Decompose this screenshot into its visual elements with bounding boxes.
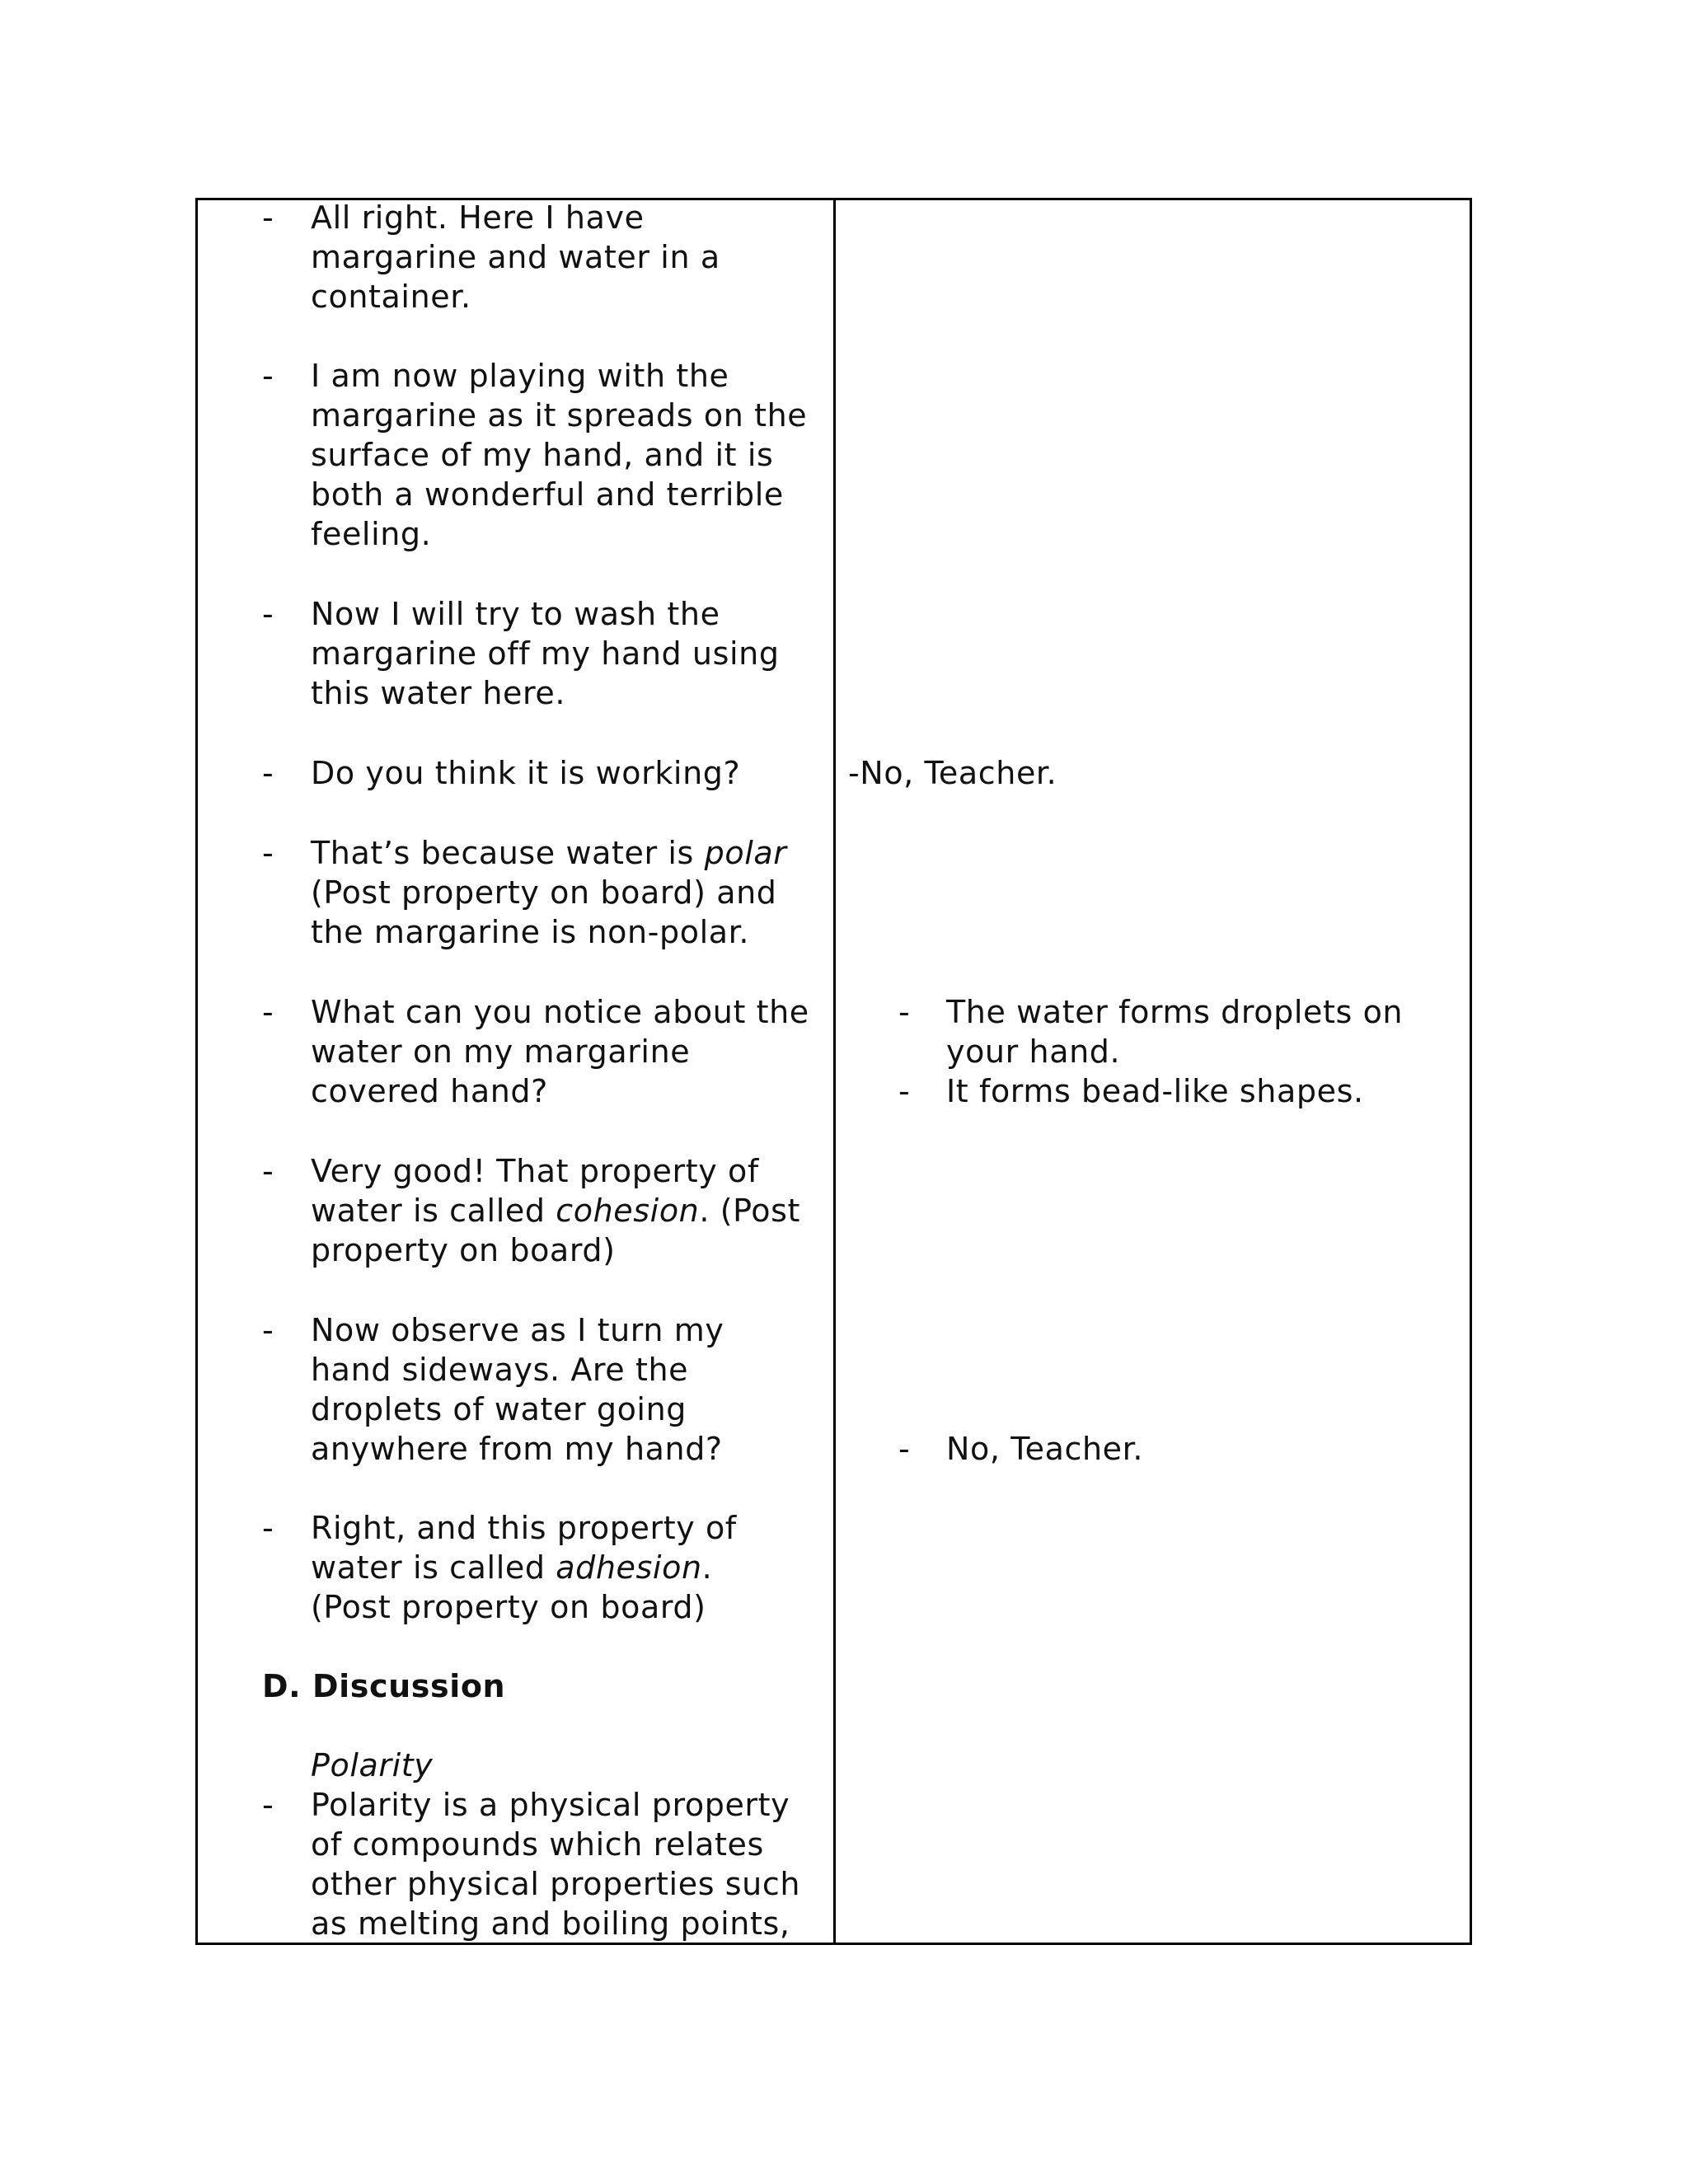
teacher-line: Now observe as I turn my [311,1312,724,1348]
bullet-dash: - [262,1510,274,1546]
bullet-dash: - [262,1312,274,1348]
teacher-line: of compounds which relates [311,1826,764,1863]
teacher-line: droplets of water going [311,1391,687,1427]
teacher-line: Very good! That property of [311,1153,759,1189]
bullet-dash: - [898,994,910,1030]
teacher-line: property on board) [311,1232,616,1268]
teacher-line: margarine off my hand using [311,635,780,672]
teacher-line: this water here. [311,675,566,711]
teacher-line: Polarity is a physical property [311,1787,790,1823]
column-divider [833,200,836,1943]
line-text: . [701,1549,713,1586]
line-text: water is called [311,1193,556,1229]
teacher-line: water on my margarine [311,1033,691,1070]
section-heading: D. Discussion [262,1668,506,1704]
student-answer: No, Teacher. [946,1431,1144,1467]
teacher-line: the margarine is non-polar. [311,914,750,950]
teacher-line: feeling. [311,516,432,552]
bullet-dash: - [262,199,274,236]
teacher-line [311,1191,800,1231]
teacher-line: What can you notice about the [311,994,809,1030]
line-text: That’s because water is [311,835,705,871]
teacher-line: (Post property on board) and [311,874,777,911]
teacher-line: Right, and this property of [311,1510,737,1546]
bullet-dash: - [262,596,274,632]
teacher-line: Do you think it is working? [311,755,741,791]
student-answer: The water forms droplets on [946,994,1404,1030]
bullet-dash: - [262,1787,274,1823]
teacher-line [311,833,786,874]
bullet-dash: - [262,835,274,871]
teacher-line: anywhere from my hand? [311,1431,723,1467]
teacher-line: covered hand? [311,1073,548,1109]
student-answer: -No, Teacher. [848,755,1057,791]
student-answer: your hand. [946,1033,1121,1070]
bullet-dash: - [262,358,274,394]
teacher-line: both a wonderful and terrible [311,476,784,513]
term-polar: polar [704,835,787,871]
line-text: . (Post [699,1193,801,1229]
teacher-line: other physical properties such [311,1866,801,1902]
student-answer: It forms bead-like shapes. [946,1073,1364,1109]
bullet-dash: - [898,1073,910,1109]
teacher-line: I am now playing with the [311,358,729,394]
teacher-line: margarine and water in a [311,239,720,275]
line-text: water is called [311,1549,556,1586]
bullet-dash: - [898,1431,910,1467]
teacher-line: container. [311,279,471,315]
teacher-line: as melting and boiling points, [311,1905,790,1942]
teacher-line: margarine as it spreads on the [311,397,808,434]
teacher-line: (Post property on board) [311,1589,706,1625]
term-cohesion: cohesion [556,1193,700,1229]
teacher-line: hand sideways. Are the [311,1352,689,1388]
teacher-line: Now I will try to wash the [311,596,720,632]
teacher-line: surface of my hand, and it is [311,437,774,473]
bullet-dash: - [262,1153,274,1189]
teacher-line: All right. Here I have [311,199,645,236]
bullet-dash: - [262,994,274,1030]
bullet-dash: - [262,755,274,791]
term-adhesion: adhesion [556,1549,702,1586]
teacher-line [311,1548,712,1588]
subheading-polarity: Polarity [311,1747,434,1783]
